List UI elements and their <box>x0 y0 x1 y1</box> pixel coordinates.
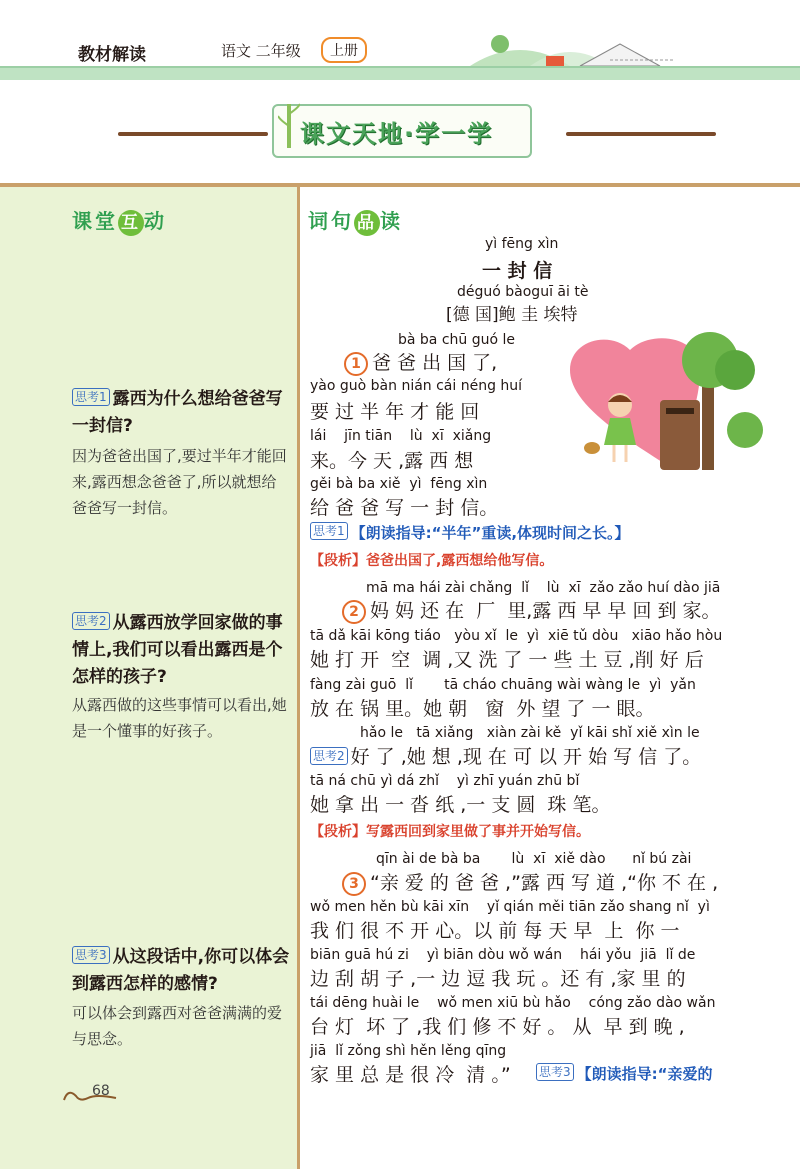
p3-line2-pinyin: wǒ men hěn bù kāi xīn yǐ qián měi tiān zǎo shang nǐ yì <box>310 899 710 915</box>
p1-line2: 要 过 半 年 才 能 回 <box>310 401 480 423</box>
analysis1-label: 【段析】 <box>310 553 366 569</box>
author: [德 国]鲍 圭 埃特 <box>446 305 578 325</box>
think-tag-2: 思考2 <box>72 612 110 630</box>
page-number: 68 <box>92 1083 110 1099</box>
question-3-text: 从这段话中,你可以体会到露西怎样的感情? <box>72 947 290 994</box>
p3-line5: 家 里 总 是 很 冷 清 。” <box>310 1064 511 1086</box>
left-section-title <box>72 205 167 236</box>
p3-line1-pinyin: qīn ài de bà ba lù xī xiě dào nǐ bú zài <box>376 851 692 867</box>
question-1 <box>72 386 290 440</box>
question-2 <box>72 610 290 691</box>
volume-badge: 上册 <box>321 37 367 63</box>
page-number-swirl-icon <box>60 1086 120 1106</box>
column-top-rule <box>0 183 800 187</box>
guide1-tag: 思考1 <box>310 522 348 540</box>
guide1-text: 【朗读指导:“半年”重读,体现时间之长。】 <box>350 524 630 542</box>
paragraph-number-3: 3 <box>342 872 366 896</box>
analysis-1 <box>310 550 553 570</box>
p3-line4-pinyin: tái dēng huài le wǒ men xiū bù hǎo cóng zǎo dào wǎn <box>310 995 716 1011</box>
p1-line1 <box>344 348 497 376</box>
p3-line1 <box>342 868 718 896</box>
column-divider <box>297 183 300 1169</box>
bamboo-icon <box>278 100 300 150</box>
reading-guide-3 <box>536 1063 713 1084</box>
analysis2-text: 写露西回到家里做了事并开始写信。 <box>366 824 590 840</box>
title-pinyin: yì fēng xìn <box>485 236 559 252</box>
analysis1-text: 爸爸出国了,露西想给他写信。 <box>366 553 554 569</box>
p2-line1-text: 妈 妈 还 在 厂 里,露 西 早 早 回 到 家。 <box>370 600 721 622</box>
right-title-dot: 品 <box>354 210 380 236</box>
p3-line3-pinyin: biān guā hú zi yì biān dòu wǒ wán hái yǒu jiā lǐ de <box>310 947 696 963</box>
p3-line3: 边 刮 胡 子 ,一 边 逗 我 玩 。还 有 ,家 里 的 <box>310 968 686 990</box>
right-section-title <box>308 205 403 236</box>
left-title-dot: 互 <box>118 210 144 236</box>
paragraph-number-1: 1 <box>344 352 368 376</box>
header-band <box>0 66 800 80</box>
right-title-part-a: 词句 <box>308 209 354 233</box>
p3-line5-pinyin: jiā lǐ zǒng shì hěn lěng qīng <box>310 1043 507 1059</box>
p2-line2-pinyin: tā dǎ kāi kōng tiáo yòu xǐ le yì xiē tǔ dòu xiāo hǎo hòu <box>310 628 723 644</box>
p2-line3: 放 在 锅 里。她 朝 窗 外 望 了 一 眼。 <box>310 698 655 720</box>
p1-line1-pinyin: bà ba chū guó le <box>398 332 516 348</box>
analysis-2 <box>310 821 590 841</box>
subject-label: 语文 二年级 <box>221 42 301 60</box>
p1-line4-pinyin: gěi bà ba xiě yì fēng xìn <box>310 476 488 492</box>
left-title-part-b: 动 <box>144 209 167 233</box>
think-tag-3: 思考3 <box>72 946 110 964</box>
page-header <box>0 0 800 80</box>
header-scene-illustration <box>460 30 700 70</box>
banner-title: 课文天地·学一学 <box>300 120 494 148</box>
answer-2: 从露西做的这些事情可以看出,她是一个懂事的好孩子。 <box>72 696 287 740</box>
analysis2-label: 【段析】 <box>310 824 366 840</box>
banner-rule-left <box>118 132 268 136</box>
paragraph-number-2: 2 <box>342 600 366 624</box>
lesson-title: 一 封 信 <box>482 260 553 282</box>
guide3-text: 【朗读指导:“亲爱的 <box>576 1065 713 1083</box>
p2-line5: 她 拿 出 一 沓 纸 ,一 支 圆 珠 笔。 <box>310 794 611 816</box>
p3-line1-text: “亲 爱 的 爸 爸 ,”露 西 写 道 ,“你 不 在 , <box>370 872 719 894</box>
p1-line2-pinyin: yào guò bàn nián cái néng huí <box>310 378 523 394</box>
author-pinyin: déguó bàoguī āi tè <box>457 284 589 300</box>
p2-line3-pinyin: fàng zài guō lǐ tā cháo chuāng wài wàng le yì yǎn <box>310 677 696 693</box>
guide3-tag: 思考3 <box>536 1063 574 1081</box>
answer-1: 因为爸爸出国了,要过半年才能回来,露西想念爸爸了,所以就想给爸爸写一封信。 <box>72 447 287 517</box>
left-title-part-a: 课堂 <box>72 209 118 233</box>
question-3 <box>72 944 290 998</box>
girl-mailbox-illustration <box>560 330 770 480</box>
p2-line5-pinyin: tā ná chū yì dá zhǐ yì zhī yuán zhū bǐ <box>310 773 580 789</box>
p2-line4-text: 好 了 ,她 想 ,现 在 可 以 开 始 写 信 了。 <box>350 746 702 768</box>
p1-line3: 来。今 天 ,露 西 想 <box>310 450 474 472</box>
banner-rule-right <box>566 132 716 136</box>
p2-line4-pinyin: hǎo le tā xiǎng xiàn zài kě yǐ kāi shǐ xiě xìn le <box>360 725 700 741</box>
question-1-text: 露西为什么想给爸爸写一封信? <box>72 389 283 436</box>
p2-line1 <box>342 596 721 624</box>
p3-line2: 我 们 很 不 开 心。以 前 每 天 早 上 你 一 <box>310 920 680 942</box>
p1-line4: 给 爸 爸 写 一 封 信。 <box>310 497 499 519</box>
think-tag-p2: 思考2 <box>310 747 348 765</box>
p2-line4 <box>310 742 701 769</box>
p2-line1-pinyin: mā ma hái zài chǎng lǐ lù xī zǎo zǎo huí dào jiā <box>366 580 721 596</box>
p2-line2: 她 打 开 空 调 ,又 洗 了 一 些 土 豆 ,削 好 后 <box>310 649 704 671</box>
p1-line3-pinyin: lái jīn tiān lù xī xiǎng <box>310 428 492 444</box>
right-title-part-b: 读 <box>380 209 403 233</box>
reading-guide-1 <box>310 522 630 543</box>
question-2-text: 从露西放学回家做的事情上,我们可以看出露西是个怎样的孩子? <box>72 613 283 687</box>
p3-line4: 台 灯 坏 了 ,我 们 修 不 好 。 从 早 到 晚 , <box>310 1016 685 1038</box>
p1-line1-text: 爸 爸 出 国 了, <box>372 352 498 374</box>
brand-label: 教材解读 <box>78 45 146 65</box>
answer-3: 可以体会到露西对爸爸满满的爱与思念。 <box>72 1004 283 1048</box>
think-tag-1: 思考1 <box>72 388 110 406</box>
